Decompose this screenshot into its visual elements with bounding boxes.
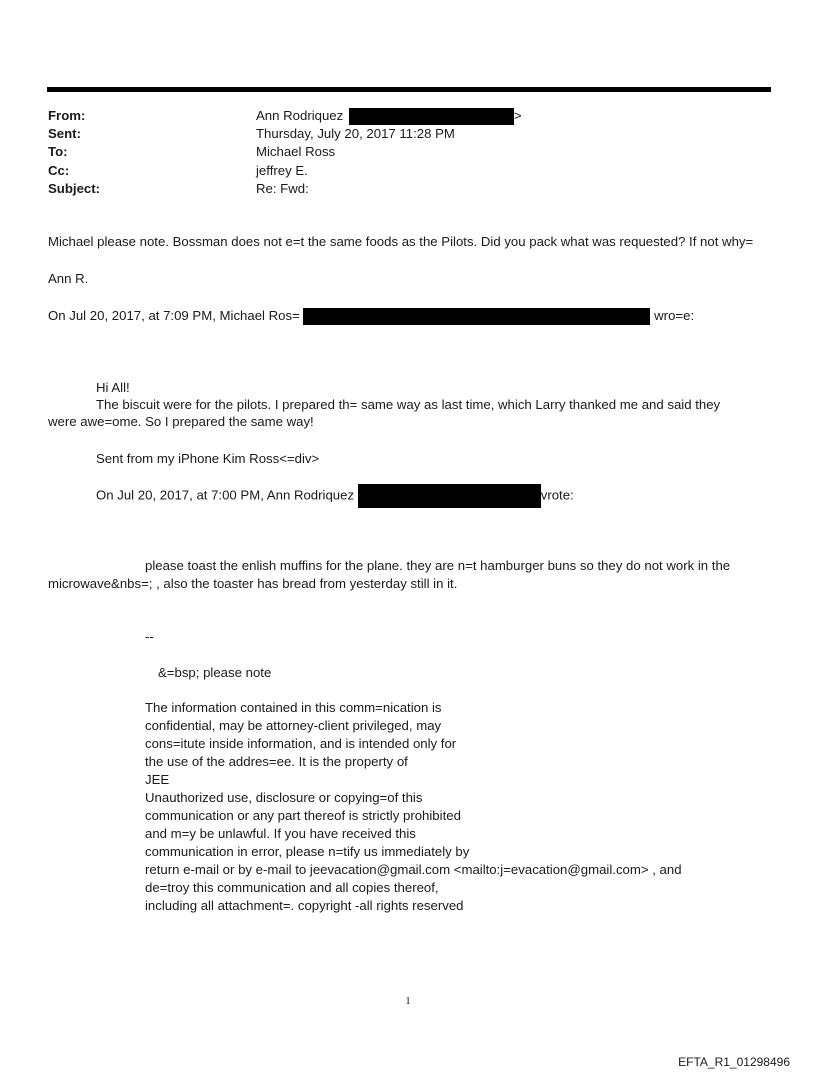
quote1-suffix: wro=e: [654, 308, 695, 323]
from-value: Ann Rodriquez [256, 108, 344, 123]
disclaimer-line: communication in error, please n=tify us immediately by [145, 844, 470, 859]
disclaimer-line: and m=y be unlawful. If you have received this [145, 826, 416, 841]
disclaimer-line: return e-mail or by e-mail to jeevacation@gmail.com <mailto:j=evacation@gmail.com> , and [145, 862, 682, 877]
quote2-suffix: vrote: [540, 487, 574, 503]
sent-from-line: Sent from my iPhone Kim Ross<=div> [96, 451, 320, 466]
quote-header-2 [96, 484, 574, 508]
disclaimer-line: the use of the addres=ee. It is the property of [145, 754, 408, 769]
body-line-1: Michael please note. Bossman does not e=t the same foods as the Pilots. Did you pack what was requested? If not why= [48, 234, 754, 249]
please-note: &=bsp; please note [158, 665, 272, 680]
subject-value: Re: Fwd: [256, 181, 309, 196]
document-id: EFTA_R1_01298496 [678, 1055, 790, 1069]
disclaimer-line: including all attachment=. copyright -all rights reserved [145, 898, 464, 913]
quote2-prefix: On Jul 20, 2017, at 7:00 PM, Ann Rodriquez [96, 487, 355, 503]
subject-label: Subject: [48, 181, 101, 196]
greeting: Hi All! [96, 380, 130, 395]
cc-value: jeffrey E. [256, 163, 308, 178]
toast-line-1: please toast the enlish muffins for the plane. they are n=t hamburger buns so they do not work in the [145, 558, 731, 573]
disclaimer-line: cons=itute inside information, and is intended only for [145, 736, 457, 751]
sent-label: Sent: [48, 126, 81, 141]
disclaimer-line: JEE [145, 772, 170, 787]
signoff: Ann R. [48, 271, 89, 286]
signature-dashes: -- [145, 629, 154, 644]
redaction-block [349, 108, 514, 125]
disclaimer-line: communication or any part thereof is strictly prohibited [145, 808, 461, 823]
cc-label: Cc: [48, 163, 70, 178]
redaction-block [303, 308, 650, 325]
to-label: To: [48, 144, 68, 159]
disclaimer [145, 699, 682, 915]
toast-line-2: microwave&nbs=; , also the toaster has bread from yesterday still in it. [48, 576, 458, 591]
disclaimer-line: de=troy this communication and all copies thereof, [145, 880, 439, 895]
from-suffix: > [513, 108, 522, 123]
sent-value: Thursday, July 20, 2017 11:28 PM [256, 126, 455, 141]
to-value: Michael Ross [256, 144, 336, 159]
biscuit-line-1: The biscuit were for the pilots. I prepared th= same way as last time, which Larry thanked me and said they [96, 397, 721, 412]
redaction-block [358, 484, 541, 508]
disclaimer-line: Unauthorized use, disclosure or copying=of this [145, 790, 423, 805]
disclaimer-line: confidential, may be attorney-client privileged, may [145, 718, 442, 733]
biscuit-line-2: were awe=ome. So I prepared the same way! [48, 414, 314, 429]
page-number: 1 [405, 995, 411, 1007]
header-rule [47, 87, 771, 92]
from-label: From: [48, 108, 86, 123]
quote-header-1 [48, 307, 694, 325]
quote1-prefix: On Jul 20, 2017, at 7:09 PM, Michael Ros= [48, 308, 300, 323]
disclaimer-line: The information contained in this comm=nication is [145, 700, 442, 715]
